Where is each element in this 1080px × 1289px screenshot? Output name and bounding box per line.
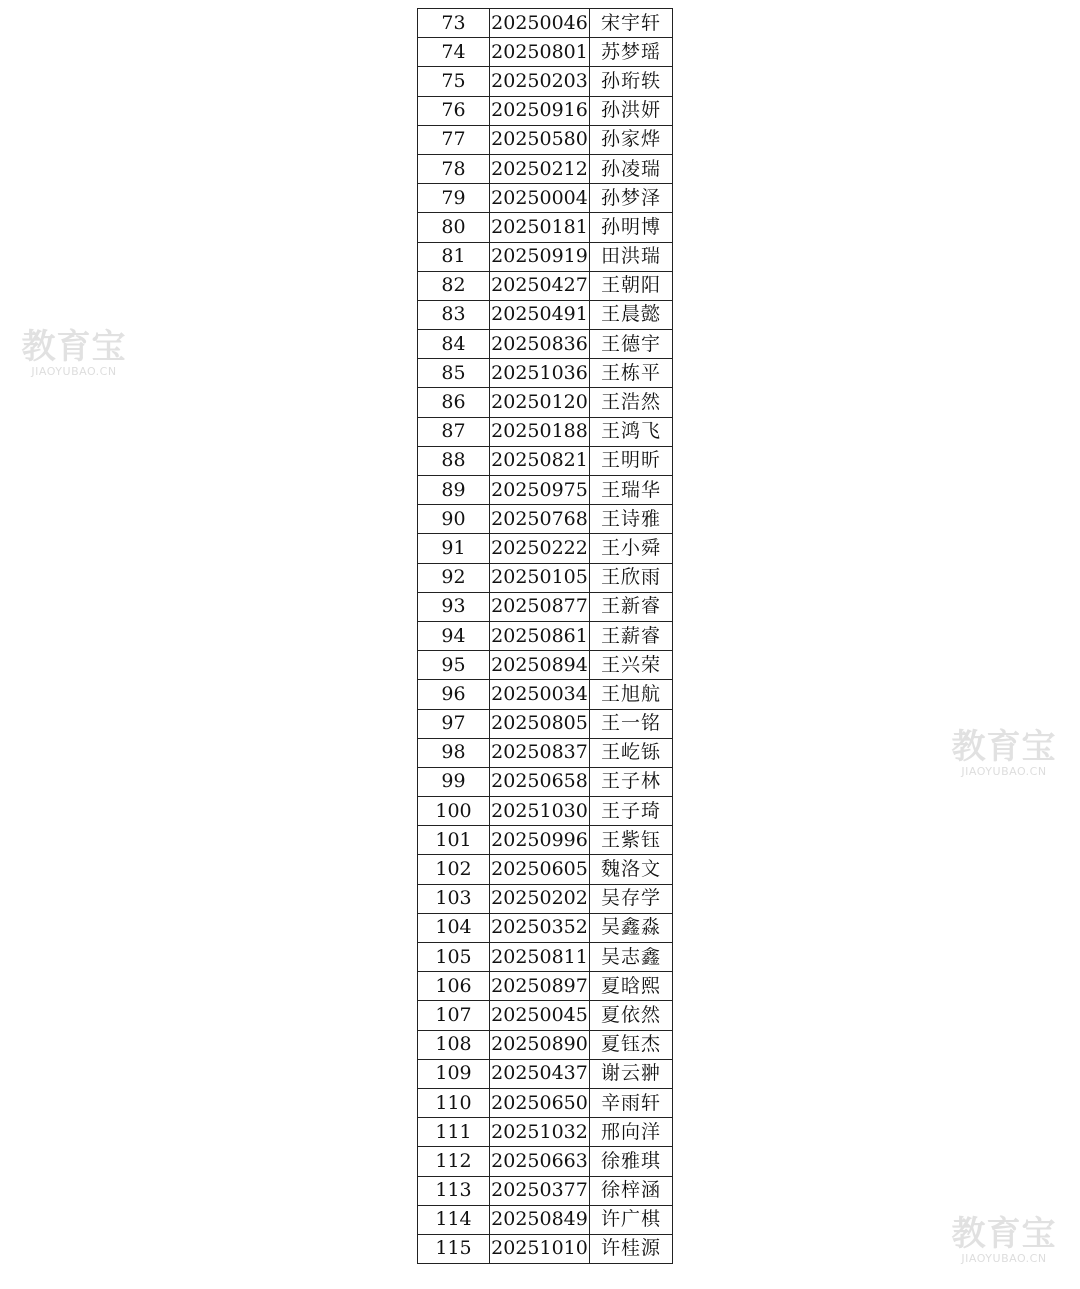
student-name-cell: 夏依然 bbox=[590, 1001, 673, 1030]
table-row bbox=[418, 184, 673, 213]
table-row bbox=[418, 855, 673, 884]
watermark-logo bbox=[14, 329, 134, 378]
row-number-cell: 81 bbox=[418, 242, 490, 271]
student-id-cell: 20250897 bbox=[490, 972, 590, 1001]
student-id-cell: 20250034 bbox=[490, 680, 590, 709]
student-id-cell: 20251032 bbox=[490, 1118, 590, 1147]
student-id-cell: 20250580 bbox=[490, 125, 590, 154]
student-id-cell: 20250861 bbox=[490, 621, 590, 650]
student-id-cell: 20250212 bbox=[490, 154, 590, 183]
row-number-cell: 103 bbox=[418, 884, 490, 913]
student-id-cell: 20250605 bbox=[490, 855, 590, 884]
row-number-cell: 108 bbox=[418, 1030, 490, 1059]
student-name-cell: 王浩然 bbox=[590, 388, 673, 417]
student-id-cell: 20250437 bbox=[490, 1059, 590, 1088]
student-id-cell: 20250491 bbox=[490, 300, 590, 329]
student-name-cell: 孙洪妍 bbox=[590, 96, 673, 125]
table-row bbox=[418, 154, 673, 183]
student-id-cell: 20250919 bbox=[490, 242, 590, 271]
student-id-cell: 20250768 bbox=[490, 505, 590, 534]
student-name-cell: 王诗雅 bbox=[590, 505, 673, 534]
student-name-cell: 王欣雨 bbox=[590, 563, 673, 592]
table-row bbox=[418, 563, 673, 592]
table-row bbox=[418, 797, 673, 826]
student-name-cell: 孙家烨 bbox=[590, 125, 673, 154]
table-row bbox=[418, 271, 673, 300]
table-row bbox=[418, 943, 673, 972]
student-name-cell: 王旭航 bbox=[590, 680, 673, 709]
student-id-cell: 20250004 bbox=[490, 184, 590, 213]
student-name-cell: 王德宇 bbox=[590, 330, 673, 359]
student-id-cell: 20250045 bbox=[490, 1001, 590, 1030]
student-name-cell: 苏梦瑶 bbox=[590, 38, 673, 67]
student-id-cell: 20250181 bbox=[490, 213, 590, 242]
table-row bbox=[418, 67, 673, 96]
student-name-cell: 谢云翀 bbox=[590, 1059, 673, 1088]
row-number-cell: 94 bbox=[418, 621, 490, 650]
student-id-cell: 20250811 bbox=[490, 943, 590, 972]
row-number-cell: 79 bbox=[418, 184, 490, 213]
student-name-cell: 王紫钰 bbox=[590, 826, 673, 855]
row-number-cell: 96 bbox=[418, 680, 490, 709]
row-number-cell: 73 bbox=[418, 9, 490, 38]
student-id-cell: 20250805 bbox=[490, 709, 590, 738]
row-number-cell: 98 bbox=[418, 738, 490, 767]
student-name-cell: 王新睿 bbox=[590, 592, 673, 621]
row-number-cell: 111 bbox=[418, 1118, 490, 1147]
watermark-text-cn: 教育宝 bbox=[951, 727, 1057, 767]
table-row bbox=[418, 330, 673, 359]
student-name-cell: 吴志鑫 bbox=[590, 943, 673, 972]
watermark-text-cn: 教育宝 bbox=[951, 1214, 1057, 1254]
row-number-cell: 84 bbox=[418, 330, 490, 359]
row-number-cell: 100 bbox=[418, 797, 490, 826]
table-row bbox=[418, 125, 673, 154]
table-row bbox=[418, 1118, 673, 1147]
watermark-text-en: JIAOYUBAO.CN bbox=[31, 365, 117, 378]
row-number-cell: 74 bbox=[418, 38, 490, 67]
table-row bbox=[418, 972, 673, 1001]
row-number-cell: 82 bbox=[418, 271, 490, 300]
student-id-cell: 20250837 bbox=[490, 738, 590, 767]
student-id-cell: 20250658 bbox=[490, 767, 590, 796]
table-row bbox=[418, 300, 673, 329]
row-number-cell: 89 bbox=[418, 476, 490, 505]
student-id-cell: 20250202 bbox=[490, 884, 590, 913]
table-row bbox=[418, 1059, 673, 1088]
row-number-cell: 106 bbox=[418, 972, 490, 1001]
table-row bbox=[418, 1030, 673, 1059]
row-number-cell: 101 bbox=[418, 826, 490, 855]
student-id-cell: 20250996 bbox=[490, 826, 590, 855]
student-name-cell: 徐雅琪 bbox=[590, 1147, 673, 1176]
student-id-cell: 20250836 bbox=[490, 330, 590, 359]
row-number-cell: 92 bbox=[418, 563, 490, 592]
student-name-cell: 王子琦 bbox=[590, 797, 673, 826]
student-name-cell: 王栋平 bbox=[590, 359, 673, 388]
table-row bbox=[418, 1234, 673, 1263]
student-id-cell: 20251010 bbox=[490, 1234, 590, 1263]
row-number-cell: 86 bbox=[418, 388, 490, 417]
row-number-cell: 114 bbox=[418, 1205, 490, 1234]
student-id-cell: 20251030 bbox=[490, 797, 590, 826]
row-number-cell: 80 bbox=[418, 213, 490, 242]
row-number-cell: 77 bbox=[418, 125, 490, 154]
table-row bbox=[418, 242, 673, 271]
student-id-cell: 20250801 bbox=[490, 38, 590, 67]
row-number-cell: 113 bbox=[418, 1176, 490, 1205]
student-id-cell: 20250975 bbox=[490, 476, 590, 505]
row-number-cell: 91 bbox=[418, 534, 490, 563]
student-id-cell: 20250046 bbox=[490, 9, 590, 38]
watermark-logo bbox=[944, 729, 1064, 778]
row-number-cell: 95 bbox=[418, 651, 490, 680]
student-name-cell: 王明昕 bbox=[590, 446, 673, 475]
student-roster-table bbox=[417, 8, 673, 1264]
student-id-cell: 20250894 bbox=[490, 651, 590, 680]
student-name-cell: 孙明博 bbox=[590, 213, 673, 242]
row-number-cell: 104 bbox=[418, 913, 490, 942]
student-id-cell: 20250105 bbox=[490, 563, 590, 592]
row-number-cell: 83 bbox=[418, 300, 490, 329]
student-id-cell: 20250650 bbox=[490, 1088, 590, 1117]
student-id-cell: 20250849 bbox=[490, 1205, 590, 1234]
row-number-cell: 75 bbox=[418, 67, 490, 96]
student-name-cell: 王薪睿 bbox=[590, 621, 673, 650]
student-name-cell: 王一铭 bbox=[590, 709, 673, 738]
row-number-cell: 102 bbox=[418, 855, 490, 884]
table-row bbox=[418, 1205, 673, 1234]
row-number-cell: 88 bbox=[418, 446, 490, 475]
student-name-cell: 宋宇轩 bbox=[590, 9, 673, 38]
row-number-cell: 78 bbox=[418, 154, 490, 183]
table-row bbox=[418, 476, 673, 505]
student-name-cell: 孙梦泽 bbox=[590, 184, 673, 213]
row-number-cell: 110 bbox=[418, 1088, 490, 1117]
table-row bbox=[418, 709, 673, 738]
watermark-text-en: JIAOYUBAO.CN bbox=[961, 1252, 1047, 1265]
student-name-cell: 许桂源 bbox=[590, 1234, 673, 1263]
row-number-cell: 87 bbox=[418, 417, 490, 446]
student-id-cell: 20250427 bbox=[490, 271, 590, 300]
row-number-cell: 90 bbox=[418, 505, 490, 534]
row-number-cell: 109 bbox=[418, 1059, 490, 1088]
watermark-text-en: JIAOYUBAO.CN bbox=[961, 765, 1047, 778]
student-id-cell: 20250663 bbox=[490, 1147, 590, 1176]
table-row bbox=[418, 767, 673, 796]
student-id-cell: 20250120 bbox=[490, 388, 590, 417]
row-number-cell: 112 bbox=[418, 1147, 490, 1176]
student-name-cell: 夏钰杰 bbox=[590, 1030, 673, 1059]
student-name-cell: 吴鑫淼 bbox=[590, 913, 673, 942]
student-id-cell: 20250222 bbox=[490, 534, 590, 563]
student-name-cell: 王兴荣 bbox=[590, 651, 673, 680]
student-name-cell: 夏晗熙 bbox=[590, 972, 673, 1001]
student-name-cell: 魏洛文 bbox=[590, 855, 673, 884]
student-name-cell: 吴存学 bbox=[590, 884, 673, 913]
student-name-cell: 王鸿飞 bbox=[590, 417, 673, 446]
table-row bbox=[418, 534, 673, 563]
row-number-cell: 76 bbox=[418, 96, 490, 125]
table-row bbox=[418, 505, 673, 534]
table-row bbox=[418, 592, 673, 621]
student-name-cell: 王朝阳 bbox=[590, 271, 673, 300]
row-number-cell: 93 bbox=[418, 592, 490, 621]
table-row bbox=[418, 96, 673, 125]
table-row bbox=[418, 680, 673, 709]
student-name-cell: 王小舜 bbox=[590, 534, 673, 563]
student-name-cell: 孙凌瑞 bbox=[590, 154, 673, 183]
row-number-cell: 105 bbox=[418, 943, 490, 972]
student-id-cell: 20250916 bbox=[490, 96, 590, 125]
table-row bbox=[418, 38, 673, 67]
roster-table-body bbox=[418, 9, 673, 1264]
watermark-logo bbox=[944, 1216, 1064, 1265]
table-row bbox=[418, 1088, 673, 1117]
table-row bbox=[418, 9, 673, 38]
table-row bbox=[418, 826, 673, 855]
student-id-cell: 20251036 bbox=[490, 359, 590, 388]
student-name-cell: 王晨懿 bbox=[590, 300, 673, 329]
student-name-cell: 邢向洋 bbox=[590, 1118, 673, 1147]
table-row bbox=[418, 1147, 673, 1176]
table-row bbox=[418, 1176, 673, 1205]
student-name-cell: 辛雨轩 bbox=[590, 1088, 673, 1117]
table-row bbox=[418, 446, 673, 475]
table-row bbox=[418, 621, 673, 650]
table-row bbox=[418, 213, 673, 242]
table-row bbox=[418, 913, 673, 942]
student-id-cell: 20250890 bbox=[490, 1030, 590, 1059]
row-number-cell: 115 bbox=[418, 1234, 490, 1263]
table-row bbox=[418, 651, 673, 680]
student-name-cell: 王瑞华 bbox=[590, 476, 673, 505]
table-row bbox=[418, 417, 673, 446]
row-number-cell: 85 bbox=[418, 359, 490, 388]
table-row bbox=[418, 884, 673, 913]
student-id-cell: 20250352 bbox=[490, 913, 590, 942]
watermark-text-cn: 教育宝 bbox=[21, 327, 127, 367]
table-row bbox=[418, 738, 673, 767]
row-number-cell: 97 bbox=[418, 709, 490, 738]
table-row bbox=[418, 388, 673, 417]
student-name-cell: 孙珩轶 bbox=[590, 67, 673, 96]
student-name-cell: 徐梓涵 bbox=[590, 1176, 673, 1205]
student-name-cell: 王子林 bbox=[590, 767, 673, 796]
student-id-cell: 20250821 bbox=[490, 446, 590, 475]
student-id-cell: 20250877 bbox=[490, 592, 590, 621]
row-number-cell: 107 bbox=[418, 1001, 490, 1030]
row-number-cell: 99 bbox=[418, 767, 490, 796]
student-name-cell: 田洪瑞 bbox=[590, 242, 673, 271]
table-row bbox=[418, 359, 673, 388]
student-id-cell: 20250188 bbox=[490, 417, 590, 446]
student-name-cell: 王屹铄 bbox=[590, 738, 673, 767]
table-row bbox=[418, 1001, 673, 1030]
student-id-cell: 20250203 bbox=[490, 67, 590, 96]
student-name-cell: 许广棋 bbox=[590, 1205, 673, 1234]
student-id-cell: 20250377 bbox=[490, 1176, 590, 1205]
